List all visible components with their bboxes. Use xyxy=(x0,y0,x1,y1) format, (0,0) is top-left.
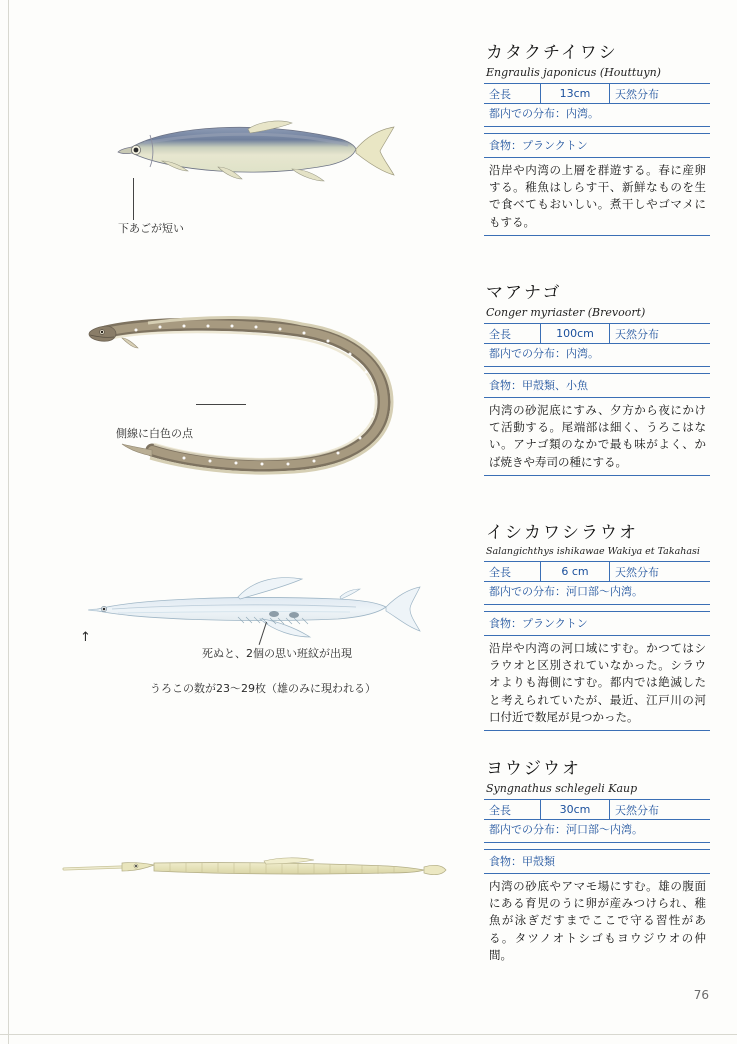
local-distribution-icefish: 都内での分布：河口部～内湾。 xyxy=(484,582,710,605)
description-pipefish: 内湾の砂底やアマモ場にすむ。雄の腹面にある育児のうに卵が産みつけられ、稚魚が泳ぎだすまでここで守る習性がある。タツノオトシゴもヨウジウオの仲間。 xyxy=(489,878,706,962)
entry-divider-conger xyxy=(484,475,710,476)
species-latin-conger: Conger myriaster (Brevoort) xyxy=(486,306,646,319)
species-entry-conger xyxy=(484,278,710,476)
species-latin-icefish: Salangichthys ishikawae Wakiya et Takahasi xyxy=(486,546,700,557)
length-label-icefish: 全長 xyxy=(489,565,511,579)
fish-illustration-pipefish xyxy=(58,845,458,900)
food-icefish: 食物：プランクトン xyxy=(484,611,710,636)
caption-anchovy: 下あごが短い xyxy=(118,222,184,235)
local-distribution-pipefish: 都内での分布：河口部～内湾。 xyxy=(484,820,710,843)
species-name-icefish: イシカワシラウオ xyxy=(486,523,638,543)
distribution-label-icefish: 天然分布 xyxy=(615,565,659,579)
species-latin-pipefish: Syngnathus schlegeli Kaup xyxy=(486,782,638,795)
species-latin-anchovy: Engraulis japonicus (Houttuyn) xyxy=(486,66,661,79)
species-entry-pipefish xyxy=(484,754,710,968)
distribution-label-conger: 天然分布 xyxy=(615,327,659,341)
description-icefish: 沿岸や内湾の河口域にすむ。かつてはシラウオと区別されていなかった。シラウオよりも海側にすむ。都内では絶滅したと考えられていたが、最近、江戸川の河口付近で数尾が見つかった。 xyxy=(489,640,706,724)
species-entry-anchovy xyxy=(484,38,710,236)
length-value-icefish: 6 cm xyxy=(540,562,610,581)
length-label-anchovy: 全長 xyxy=(489,87,511,101)
species-name-conger: マアナゴ xyxy=(486,283,562,303)
caption-arrow-mark: ↑ xyxy=(80,630,91,645)
food-anchovy: 食物：プランクトン xyxy=(484,133,710,158)
local-distribution-conger: 都内での分布：内湾。 xyxy=(484,344,710,367)
facts-row-icefish xyxy=(484,561,710,582)
caption-icefish-scales: うろこの数が23～29枚（雄のみに現われる） xyxy=(150,682,376,695)
length-label-pipefish: 全長 xyxy=(489,803,511,817)
entry-divider-icefish xyxy=(484,730,710,731)
fish-illustration-anchovy xyxy=(110,105,410,205)
length-label-conger: 全長 xyxy=(489,327,511,341)
leader-line-anchovy xyxy=(133,178,134,220)
facts-row-pipefish xyxy=(484,799,710,820)
page-number: 76 xyxy=(693,988,709,1002)
description-anchovy: 沿岸や内湾の上層を群遊する。春に産卵する。稚魚はしらす干、新鮮なものを生で食べてもおいしい。煮干しやゴマメにもする。 xyxy=(489,162,706,229)
species-name-pipefish: ヨウジウオ xyxy=(486,759,581,779)
facts-row-anchovy xyxy=(484,83,710,104)
species-entry-icefish xyxy=(484,518,710,731)
local-distribution-anchovy: 都内での分布：内湾。 xyxy=(484,104,710,127)
distribution-label-anchovy: 天然分布 xyxy=(615,87,659,101)
food-conger: 食物：甲殻類、小魚 xyxy=(484,373,710,398)
length-value-conger: 100cm xyxy=(540,324,610,343)
food-pipefish: 食物：甲殻類 xyxy=(484,849,710,874)
caption-conger: 側線に白色の点 xyxy=(116,427,193,440)
distribution-label-pipefish: 天然分布 xyxy=(615,803,659,817)
length-value-anchovy: 13cm xyxy=(540,84,610,103)
species-name-anchovy: カタクチイワシ xyxy=(486,43,618,63)
facts-row-conger xyxy=(484,323,710,344)
caption-icefish-spots: 死ぬと、2個の思い班紋が出現 xyxy=(202,647,352,660)
length-value-pipefish: 30cm xyxy=(540,800,610,819)
entry-divider-anchovy xyxy=(484,235,710,236)
fish-illustration-conger xyxy=(88,310,428,495)
leader-line-conger xyxy=(196,404,246,405)
description-conger: 内湾の砂泥底にすみ、夕方から夜にかけて活動する。尾端部は細く、うろこはない。アナゴ類のなかで最も味がよく、かば焼きや寿司の種にする。 xyxy=(489,402,706,469)
